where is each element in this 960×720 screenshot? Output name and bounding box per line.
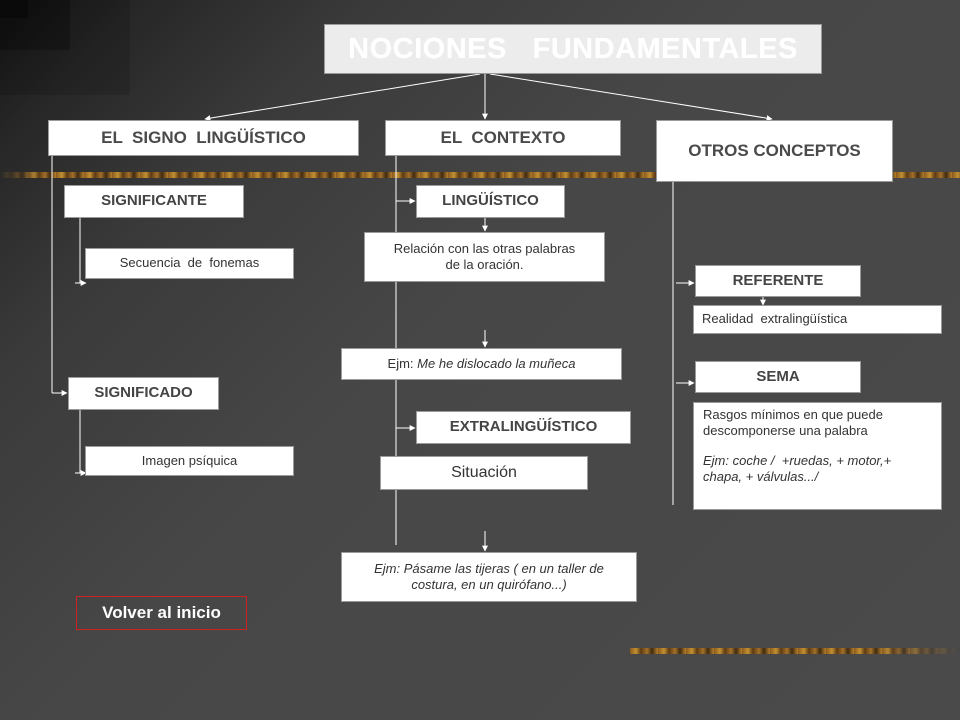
node-situacion-text: Situación: [451, 464, 517, 481]
heading-signo-linguistico: [48, 120, 359, 156]
diagram-title-text: NOCIONES FUNDAMENTALES: [348, 32, 798, 65]
heading-otros-conceptos: [656, 120, 893, 182]
node-linguistico-example-prefix: Ejm:: [387, 356, 418, 371]
node-linguistico-example: [341, 348, 622, 380]
node-extralinguistico-example: [341, 552, 637, 602]
node-referente-definition-text: Realidad extralingüística: [702, 311, 848, 327]
node-referente-definition: [693, 305, 942, 334]
node-linguistico-definition-text: Relación con las otras palabras de la oración.: [393, 240, 576, 272]
heading-contexto: [385, 120, 621, 156]
node-significado-definition: [85, 446, 294, 476]
back-to-start-link[interactable]: [76, 596, 247, 630]
node-linguistico: [416, 185, 565, 218]
node-referente: [695, 265, 861, 297]
node-extralinguistico: [416, 411, 631, 444]
node-significado-text: SIGNIFICADO: [94, 384, 193, 402]
node-extralinguistico-text: EXTRALINGÜÍSTICO: [449, 418, 598, 436]
node-sema-definition-text: Rasgos mínimos en que puede descomponerse una palabra: [703, 407, 883, 439]
node-significante: [64, 185, 244, 218]
node-significado: [68, 377, 219, 410]
node-linguistico-text: LINGÜÍSTICO: [442, 192, 539, 210]
heading-signo-linguistico-text: EL SIGNO LINGÜÍSTICO: [101, 128, 306, 148]
back-to-start-link-text: Volver al inicio: [102, 603, 221, 622]
node-extralinguistico-example-text: Ejm: Pásame las tijeras ( en un taller de costura, en un quirófano...): [374, 560, 604, 592]
node-significante-definition: [85, 248, 294, 279]
diagram-title: [324, 24, 822, 74]
node-sema-definition: [693, 402, 942, 510]
node-significado-definition-text: Imagen psíquica: [141, 452, 238, 468]
node-sema-example-text: Ejm: coche / +ruedas, + motor,+ chapa, + válvulas.../: [703, 452, 895, 484]
node-situacion: [380, 456, 588, 490]
node-referente-text: REFERENTE: [732, 271, 824, 289]
node-linguistico-definition: [364, 232, 605, 282]
node-sema-text: SEMA: [756, 367, 800, 385]
node-significante-text: SIGNIFICANTE: [101, 192, 207, 210]
node-sema: [695, 361, 861, 393]
heading-contexto-text: EL CONTEXTO: [440, 128, 566, 148]
node-linguistico-example-text: Me he dislocado la muñeca: [417, 356, 576, 371]
node-significante-definition-text: Secuencia de fonemas: [119, 255, 260, 271]
heading-otros-conceptos-text: OTROS CONCEPTOS: [688, 141, 861, 161]
